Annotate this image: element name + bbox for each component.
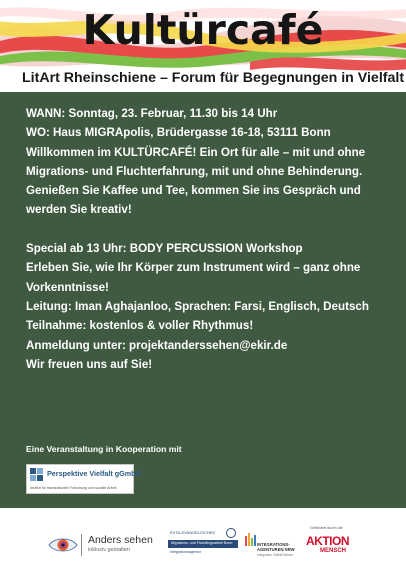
bars-icon <box>245 532 257 546</box>
logo-divider <box>81 534 82 556</box>
info-line-leader: Leitung: Iman Aghajanloo, Sprachen: Farsi, Englisch, Deutsch <box>26 299 369 313</box>
partner-tagline: Institut für transkulturelle Forschung und soziale Arbeit <box>30 486 117 490</box>
anders-sehen-name: Anders sehen <box>88 534 153 546</box>
anders-sehen-tagline: inklusiv gestalten <box>88 547 130 553</box>
info-line-when: WANN: Sonntag, 23. Februar, 11.30 bis 14 Uhr <box>26 107 278 120</box>
info-line-special: Special ab 13 Uhr: BODY PERCUSSION Workshop <box>26 242 303 256</box>
info-line-participation: Teilnahme: kostenlos & voller Rhythmus! <box>26 319 254 333</box>
ev-logo-line3: Integrationsagentur <box>170 550 201 554</box>
info-line-experience-2: Vorkenntnisse! <box>26 280 109 294</box>
info-line-closing: Wir freuen uns auf Sie! <box>26 357 153 371</box>
event-info-panel <box>0 92 406 508</box>
integrationsagenturen-logo <box>245 528 303 558</box>
logo-square-icon <box>30 475 36 481</box>
logo-square-icon <box>30 468 36 474</box>
info-line-registration: Anmeldung unter: projektanderssehen@ekir.de <box>26 338 288 352</box>
eye-icon <box>48 536 78 554</box>
sponsor-footer <box>0 508 406 574</box>
info-line-where: WO: Haus MIGRApolis, Brüdergasse 16-18, 53111 Bonn <box>26 126 331 140</box>
logo-square-icon <box>37 468 43 474</box>
aktion-mensch-bottom: MENSCH <box>320 548 347 554</box>
perspektive-vielfalt-logo <box>26 464 141 494</box>
info-spacer <box>26 220 398 239</box>
info-line-welcome-2: Migrations- und Fluchterfahrung, mit und ohne Behinderung. <box>26 164 363 178</box>
aktion-mensch-logo <box>304 526 360 560</box>
logo-square-icon <box>37 475 43 481</box>
ia-logo-text <box>257 542 295 552</box>
info-line-experience: Erleben Sie, wie Ihr Körper zum Instrument wird – ganz ohne <box>26 261 361 275</box>
ev-logo-line2: Migrations- und Flüchtlingsarbeit Bonn <box>171 541 233 545</box>
aktion-mensch-top: Gefördert durch die <box>310 526 343 530</box>
ev-migration-logo <box>168 528 238 558</box>
aktion-mensch-main: AKTION <box>306 534 349 548</box>
ia-logo-line3: Integration Vielfalt Wirken <box>257 553 294 557</box>
info-line-welcome: Willkommen im KULTÜRCAFÉ! Ein Ort für alle – mit und ohne <box>26 145 366 159</box>
info-line-welcome-4: werden Sie kreativ! <box>26 203 132 217</box>
partner-name: Perspektive Vielfalt gGmbH <box>47 469 141 478</box>
ia-logo-line2: AGENTUREN NRW <box>257 547 295 552</box>
event-details <box>26 104 398 374</box>
ia-logo-line1: INTEGRATIONS- <box>257 542 290 547</box>
ev-emblem-icon <box>226 528 236 538</box>
ev-logo-line1: EVTA-EVANGELISCHES <box>170 530 215 535</box>
header-banner <box>0 0 406 92</box>
info-line-welcome-3: Genießen Sie Kaffee und Tee, kommen Sie ins Gespräch und <box>26 184 361 198</box>
page-title: Kultürcafé <box>82 6 324 54</box>
page-subtitle: LitArt Rheinschiene – Forum für Begegnungen in Vielfalt <box>22 70 405 86</box>
cooperation-label: Eine Veranstaltung in Kooperation mit <box>26 444 182 454</box>
